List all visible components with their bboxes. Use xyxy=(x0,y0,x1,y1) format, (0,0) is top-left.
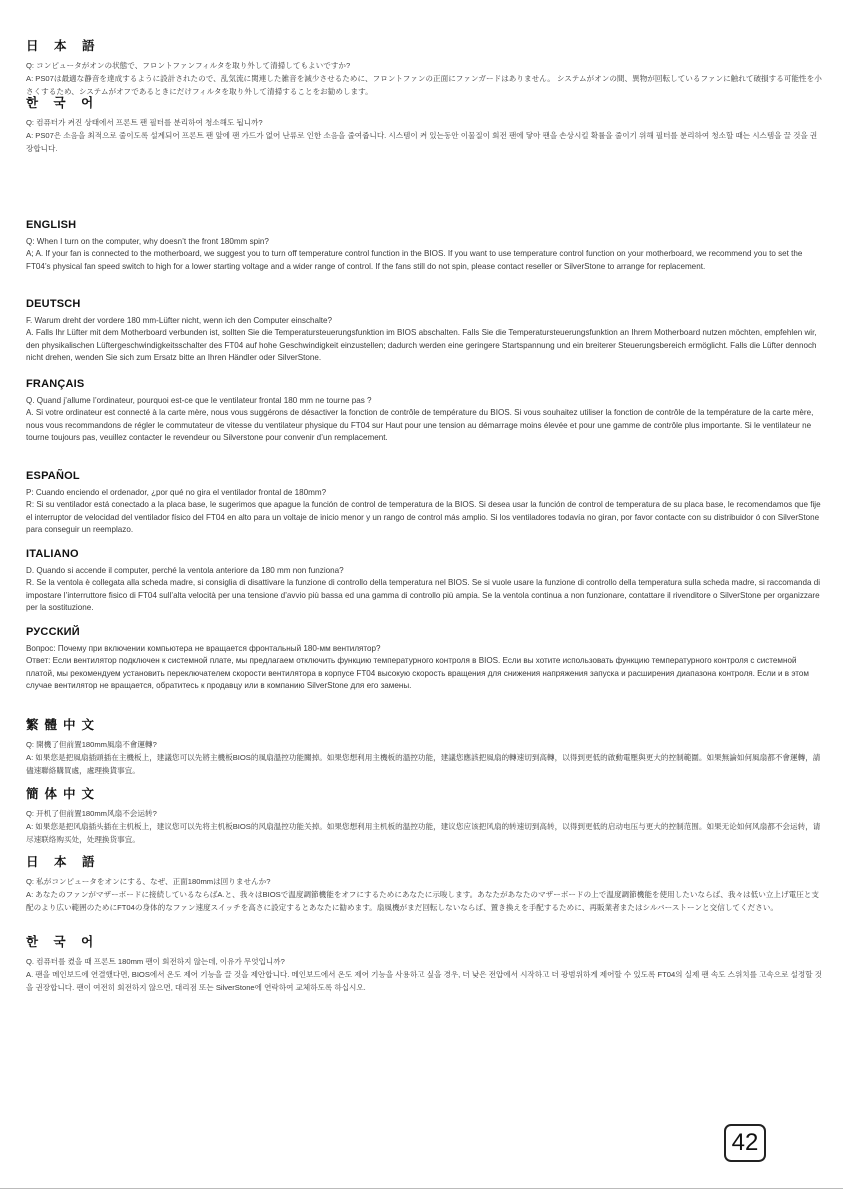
section-heading: 日 本 語 xyxy=(26,39,101,53)
answer-text: Ответ: Если вентилятор подключен к системной плате, мы предлагаем отключить функцию температурного контроля в BIOS. Если вы хотите использовать функцию температурного контроля с системной платой, мы рекомендуем установить переключателем скорости вентилятора в корпусе FT04 высокую скорость вращения для снижения напряжения запуска и расширения диапазона контроля. Если и в этом случае вентилятор не вращается, обратитесь к продавцу или в компанию SilverStone для его замены. xyxy=(26,656,809,691)
answer-text: A: 如果您是把風扇插頭插在主機板上，建議您可以先將主機板BIOS的風扇溫控功能關掉。如果您想利用主機板的溫控功能，建議您應該把風扇的轉速切到高轉，以得到更低的啟動電壓與更大的控制範圍。如果無論如何風扇都不會運轉，請儘速聯絡購買處，處理換貨事宜。 xyxy=(26,753,821,775)
answer-text: A: 如果您是把风扇插头插在主机板上，建议您可以先将主机板BIOS的风扇温控功能关掉。如果您想利用主机板的温控功能，建议您应该把风扇的转速切到高转，以得到更低的启动电压与更大的控制范围。如果无论如何风扇都不会运转，请尽速联络购买处，处理换货事宜。 xyxy=(26,822,821,844)
section-japanese-2 xyxy=(26,852,822,914)
section-francais xyxy=(26,378,822,445)
question-text: Q: 컴퓨터가 켜진 상태에서 프론트 팬 필터를 분리하여 청소해도 됩니까? xyxy=(26,118,263,127)
question-text: Вопрос: Почему при включении компьютера не вращается фронтальный 180-мм вентилятор? xyxy=(26,644,381,653)
section-russian xyxy=(26,626,822,693)
section-heading: 한 국 어 xyxy=(26,96,100,110)
bottom-divider xyxy=(0,1188,843,1189)
question-text: Q. 컴퓨터를 켰을 때 프론트 180mm 팬이 회전하지 않는데, 이유가 무엇입니까? xyxy=(26,957,285,966)
answer-text: A: PS07は最適な静音を達成するように設計されたので、乱気流に関連した雑音を減少させるために、フロントファンの正面にファンガードはありません。 システムがオンの間、異物が回転しているファンに触れて破損する可能性を小さくするため、システムがオフであるときにだけフィルタを取り外して清掃することをお勧めします。 xyxy=(26,74,822,96)
answer-text: A: あなたのファンがマザーボードに接続しているならばA.と、我々はBIOSで温度調節機能をオフにするためにあなたに示唆します。あなたがあなたのマザーボードの上で温度調節機能を使用したいならば、我々は低い立上げ電圧と支配のより広い範囲のためにFT04の身体的なファン速度スイッチを高さに設定するとあなたに勧めます。扇風機がまだ回転しないならば、置き換えを手配するために、再販業者またはシルバーストーンと交信してください。 xyxy=(26,890,819,912)
question-text: D. Quando si accende il computer, perché la ventola anteriore da 180 mm non funziona? xyxy=(26,566,344,575)
section-espanol xyxy=(26,470,822,537)
question-text: F. Warum dreht der vordere 180 mm-Lüfter nicht, wenn ich den Computer einschalte? xyxy=(26,316,333,325)
section-heading: ENGLISH xyxy=(26,219,77,231)
question-text: P: Cuando enciendo el ordenador, ¿por qué no gira el ventilador frontal de 180mm? xyxy=(26,488,327,497)
section-heading: ITALIANO xyxy=(26,548,79,560)
section-korean-1 xyxy=(26,93,822,155)
question-text: Q. Quand j’allume l’ordinateur, pourquoi est-ce que le ventilateur frontal 180 mm ne tourne pas ? xyxy=(26,396,372,405)
section-korean-2 xyxy=(26,932,822,994)
answer-text: A: PS07은 소음을 최적으로 줄이도록 설계되어 프론트 팬 앞에 팬 가드가 없어 난류로 인한 소음을 줄여줍니다. 시스템이 켜 있는동안 이물질이 회전 팬에 닿아 팬을 손상시킬 확률을 줄이기 위해 필터를 분리하여 청소할 때는 시스템을 끌 것을 권장합니다. xyxy=(26,131,818,153)
section-heading: 日 本 語 xyxy=(26,855,101,869)
answer-text: A; A. If your fan is connected to the motherboard, we suggest you to turn off temperature control function in the BIOS. If you want to use temperature control function on your motherboard, we recommend you to set the FT04’s physical fan speed switch to high for a lower starting voltage and a wider range of control. If the fans still do not spin, please contact reseller or SilverStone to arrange for replacement. xyxy=(26,249,803,271)
section-deutsch xyxy=(26,298,822,365)
answer-text: R. Se la ventola è collegata alla scheda madre, si consiglia di disattivare la funzione di controllo della temperatura nel BIOS. Se si vuole usare la funzione di controllo della temperatura sulla scheda madre, si raccomanda di impostare l’interruttore fisico di FT04 sull’alta velocità per una tensione d’avvio più bassa ed una gamma di controllo più ampia. Se la ventola continua a non funzionare, contattare il rivenditore o SilverStone per organizzare per la sostituzione. xyxy=(26,578,821,613)
section-heading: 簡体中文 xyxy=(26,787,101,801)
answer-text: A. Falls Ihr Lüfter mit dem Motherboard verbunden ist, sollten Sie die Temperatursteuerungsfunktion im BIOS abschalten. Falls Sie die Temperatursteuerungsfunktion an Ihrem Motherboard nutzen möchten, empfehlen wir, den physikalischen Lüftergeschwindigkeitsschalter des FT04 auf hohe Geschwindigkeit einzustellen; dadurch werden eine geringere Startspannung und ein breiterer Steuerungsbereich ermöglicht. Falls die Lüfter dennoch nicht drehen, wenden Sie sich zum Ersatz bitte an Ihren Händler oder SilverStone. xyxy=(26,328,817,363)
section-english xyxy=(26,219,822,273)
section-heading: 繁體中文 xyxy=(26,718,101,732)
section-traditional-chinese xyxy=(26,715,822,777)
question-text: Q: 开机了但前置180mm风扇不会运转? xyxy=(26,809,157,818)
question-text: Q: 開機了但前置180mm風扇不會運轉? xyxy=(26,740,157,749)
answer-text: A. 팬을 메인보드에 연결했다면, BIOS에서 온도 제어 기능을 끌 것을 제안합니다. 메인보드에서 온도 제어 기능을 사용하고 싶을 경우, 더 낮은 전압에서 시작하고 더 광범위하게 제어할 수 있도록 FT04의 실제 팬 속도 스위치를 고속으로 설정할 것을 권장합니다. 팬이 여전히 회전하지 않으면, 대리점 또는 SilverStone에 연락하여 교체하도록 하십시오. xyxy=(26,970,822,992)
page-number: 42 xyxy=(724,1124,766,1162)
answer-text: A. Si votre ordinateur est connecté à la carte mère, nous vous suggérons de désactiver la fonction de contrôle de température du BIOS. Si vous souhaitez utiliser la fonction de contrôle de la température de la carte mère, nous vous recommandons de régler le commutateur de vitesse du ventilateur physique du FT04 sur Haut pour une tension au démarrage moins élevée et pour une gamme de contrôle plus importante. Si le ventilateur ne tourne toujours pas, veuillez contacter le revendeur ou Silverstone pour convenir d’un remplacement. xyxy=(26,408,814,443)
section-heading: FRANÇAIS xyxy=(26,378,85,390)
section-heading: DEUTSCH xyxy=(26,298,81,310)
answer-text: R: Si su ventilador está conectado a la placa base, le sugerimos que apague la función de control de temperatura de la BIOS. Si desea usar la función de control de temperatura de su placa base, le recomendamos que fije el interruptor de velocidad del ventilador físico del FT04 en alto para un voltaje de inicio menor y un rango de control más amplio. Si los ventiladores todavía no giran, por favor contacte con su distribuidor ó con SilverStone para conseguir un reemplazo. xyxy=(26,500,821,535)
section-heading: 한 국 어 xyxy=(26,935,100,949)
section-italiano xyxy=(26,548,822,615)
section-heading: РУССКИЙ xyxy=(26,626,80,638)
section-heading: ESPAÑOL xyxy=(26,470,80,482)
question-text: Q: コンピュータがオンの状態で、フロントファンフィルタを取り外して清掃してもよいですか? xyxy=(26,61,351,70)
question-text: Q: When I turn on the computer, why doesn’t the front 180mm spin? xyxy=(26,237,269,246)
question-text: Q: 私がコンピュータをオンにする、なぜ、正面180mmは回りませんか? xyxy=(26,877,271,886)
section-japanese-1 xyxy=(26,36,822,98)
section-simplified-chinese xyxy=(26,784,822,846)
